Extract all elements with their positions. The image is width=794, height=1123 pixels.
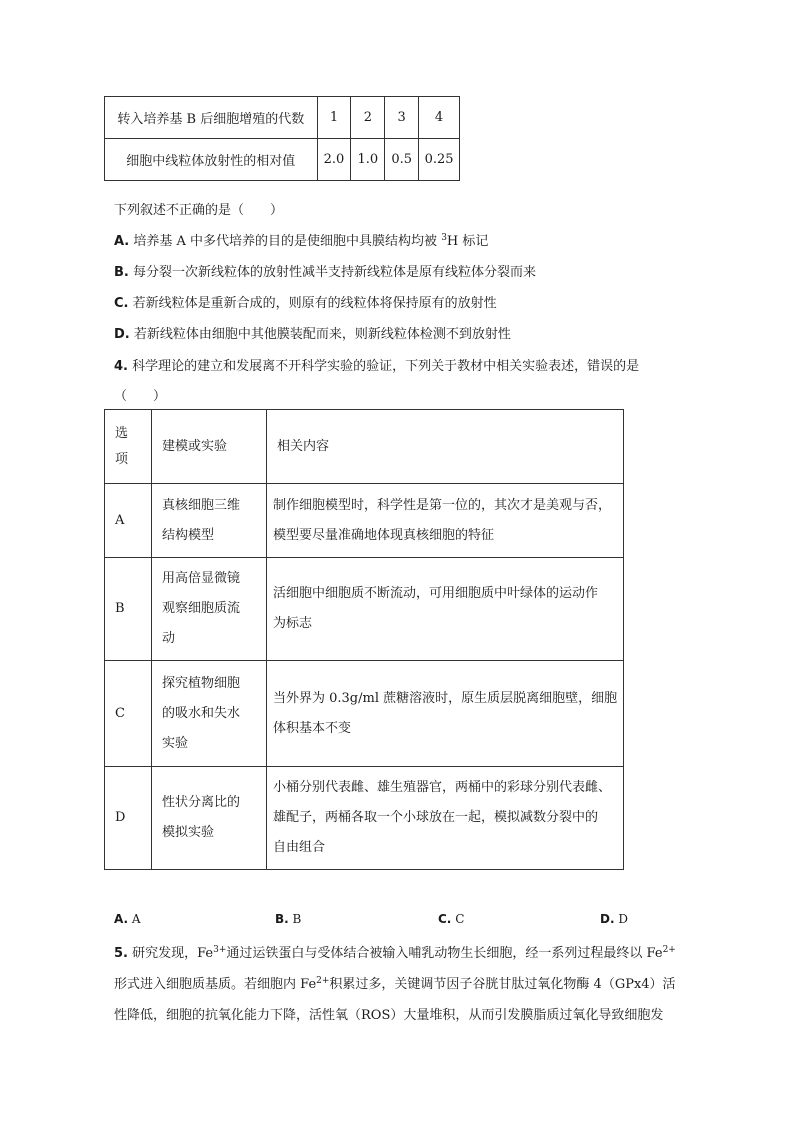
option-text: H 标记 bbox=[446, 234, 489, 249]
cell-line: 探究植物细胞 bbox=[162, 675, 241, 691]
answer-choice-a[interactable] bbox=[114, 912, 141, 926]
cell-line: 小桶分别代表雌、雄生殖器官，两桶中的彩球分别代表雌、 bbox=[273, 780, 612, 795]
question-number: 5. bbox=[114, 946, 128, 961]
option-letter: A. bbox=[114, 912, 129, 926]
question-5-line-1 bbox=[114, 942, 676, 961]
question-stem bbox=[114, 355, 639, 374]
cell-line: 动 bbox=[162, 631, 176, 646]
superscript: 2+ bbox=[662, 945, 676, 955]
table-cell: 1.0 bbox=[351, 139, 385, 181]
text: 性降低，细胞的抗氧化能力下降，活性氧（ROS）大量堆积，从而引发膜脂质过氧化导致细胞发 bbox=[114, 1008, 664, 1023]
table-row bbox=[105, 484, 624, 558]
table-cell bbox=[267, 484, 624, 558]
cell-line: 当外界为 0.3g/ml 蔗糖溶液时，原生质层脱离细胞壁，细胞 bbox=[273, 690, 618, 706]
cell-line: 结构模型 bbox=[162, 527, 215, 543]
question-5-line-2 bbox=[114, 973, 676, 992]
cell-line: 真核细胞三维 bbox=[162, 497, 241, 513]
table-cell: 0.5 bbox=[385, 139, 419, 181]
option-letter: C. bbox=[114, 296, 129, 311]
option-letter: D. bbox=[600, 912, 615, 926]
table-cell bbox=[267, 661, 624, 767]
option-text: 培养基 A 中多代培养的目的是使细胞中具膜结构均被 bbox=[133, 234, 442, 249]
option-letter: D. bbox=[114, 327, 130, 342]
table-row bbox=[105, 661, 624, 767]
option-letter: C. bbox=[438, 912, 452, 926]
option-a bbox=[114, 230, 488, 249]
cell-line: 雄配子，两桶各取一个小球放在一起，模拟减数分裂中的 bbox=[273, 810, 599, 825]
generation-radioactivity-table bbox=[104, 96, 460, 181]
text: 通过运铁蛋白与受体结合被输入哺乳动物生长细胞，经一系列过程最终以 Fe bbox=[226, 946, 663, 961]
table-cell bbox=[152, 558, 267, 661]
answer-choice-b[interactable] bbox=[275, 912, 301, 926]
table-cell: B bbox=[105, 558, 152, 661]
text: 积累过多，关键调节因子谷胱甘肽过氧化物酶 4（GPx4）活 bbox=[329, 977, 676, 992]
option-letter: A. bbox=[114, 234, 130, 249]
table-header-row bbox=[105, 410, 624, 484]
table-cell: 转入培养基 B 后细胞增殖的代数 bbox=[105, 97, 318, 139]
table-cell: A bbox=[105, 484, 152, 558]
table-cell bbox=[152, 661, 267, 767]
cell-line: 模型要尽量准确地体现真核细胞的特征 bbox=[273, 527, 495, 543]
cell-line: 为标志 bbox=[273, 616, 313, 631]
option-text: 若新线粒体由细胞中其他膜装配而来，则新线粒体检测不到放射性 bbox=[133, 327, 511, 342]
question-number: 4. bbox=[114, 359, 128, 374]
cell-line: 活细胞中细胞质不断流动，可用细胞质中叶绿体的运动作 bbox=[273, 586, 599, 601]
table-header: 建模或实验 bbox=[152, 410, 267, 484]
question-stem: 下列叙述不正确的是（ ） bbox=[114, 203, 284, 218]
cell-line: 自由组合 bbox=[273, 840, 326, 855]
answer-choice-d[interactable] bbox=[600, 912, 628, 926]
experiment-table bbox=[104, 409, 624, 870]
cell-line: 模拟实验 bbox=[162, 825, 215, 840]
superscript: 2+ bbox=[316, 976, 330, 986]
text: 研究发现，Fe bbox=[132, 946, 214, 961]
table-cell bbox=[267, 767, 624, 870]
table-cell: 1 bbox=[317, 97, 351, 139]
superscript: 3 bbox=[441, 233, 447, 243]
option-value: C bbox=[455, 912, 465, 926]
option-letter: B. bbox=[275, 912, 289, 926]
table-cell: 2.0 bbox=[317, 139, 351, 181]
question-5-line-3 bbox=[114, 1004, 663, 1023]
table-cell: 3 bbox=[385, 97, 419, 139]
option-text: 每分裂一次新线粒体的放射性减半支持新线粒体是原有线粒体分裂而来 bbox=[133, 265, 537, 280]
cell-line: 观察细胞质流 bbox=[162, 601, 241, 616]
cell-line: 实验 bbox=[162, 735, 189, 751]
table-cell: D bbox=[105, 767, 152, 870]
option-d bbox=[114, 323, 511, 342]
option-value: D bbox=[618, 912, 628, 926]
option-value: B bbox=[292, 912, 302, 926]
cell-line: 性状分离比的 bbox=[162, 795, 241, 810]
table-row bbox=[105, 767, 624, 870]
option-value: A bbox=[131, 912, 141, 926]
cell-line: 体积基本不变 bbox=[273, 720, 352, 736]
option-c bbox=[114, 292, 497, 311]
option-b bbox=[114, 261, 536, 280]
cell-line: 制作细胞模型时，科学性是第一位的，其次才是美观与否， bbox=[273, 497, 612, 513]
table-cell bbox=[152, 484, 267, 558]
table-cell: 4 bbox=[419, 97, 460, 139]
table-row bbox=[105, 558, 624, 661]
table-row bbox=[105, 97, 460, 139]
option-letter: B. bbox=[114, 265, 129, 280]
superscript: 3+ bbox=[213, 945, 227, 955]
table-cell: 0.25 bbox=[419, 139, 460, 181]
cell-line: 用高倍显微镜 bbox=[162, 571, 241, 586]
table-cell: 2 bbox=[351, 97, 385, 139]
question-text: 科学理论的建立和发展离不开科学实验的验证，下列关于教材中相关实验表述，错误的是 bbox=[132, 359, 640, 374]
header-text: 选项 bbox=[115, 425, 129, 467]
table-header bbox=[105, 410, 152, 484]
question-stem-continued: （ ） bbox=[114, 389, 167, 404]
text: 形式进入细胞质基质。若细胞内 Fe bbox=[114, 977, 317, 992]
cell-line: 的吸水和失水 bbox=[162, 705, 241, 721]
option-text: 若新线粒体是重新合成的，则原有的线粒体将保持原有的放射性 bbox=[132, 296, 497, 311]
table-header: 相关内容 bbox=[267, 410, 624, 484]
table-cell: C bbox=[105, 661, 152, 767]
table-cell bbox=[267, 558, 624, 661]
table-cell bbox=[152, 767, 267, 870]
table-row bbox=[105, 139, 460, 181]
answer-choice-c[interactable] bbox=[438, 912, 464, 926]
table-cell: 细胞中线粒体放射性的相对值 bbox=[105, 139, 318, 181]
